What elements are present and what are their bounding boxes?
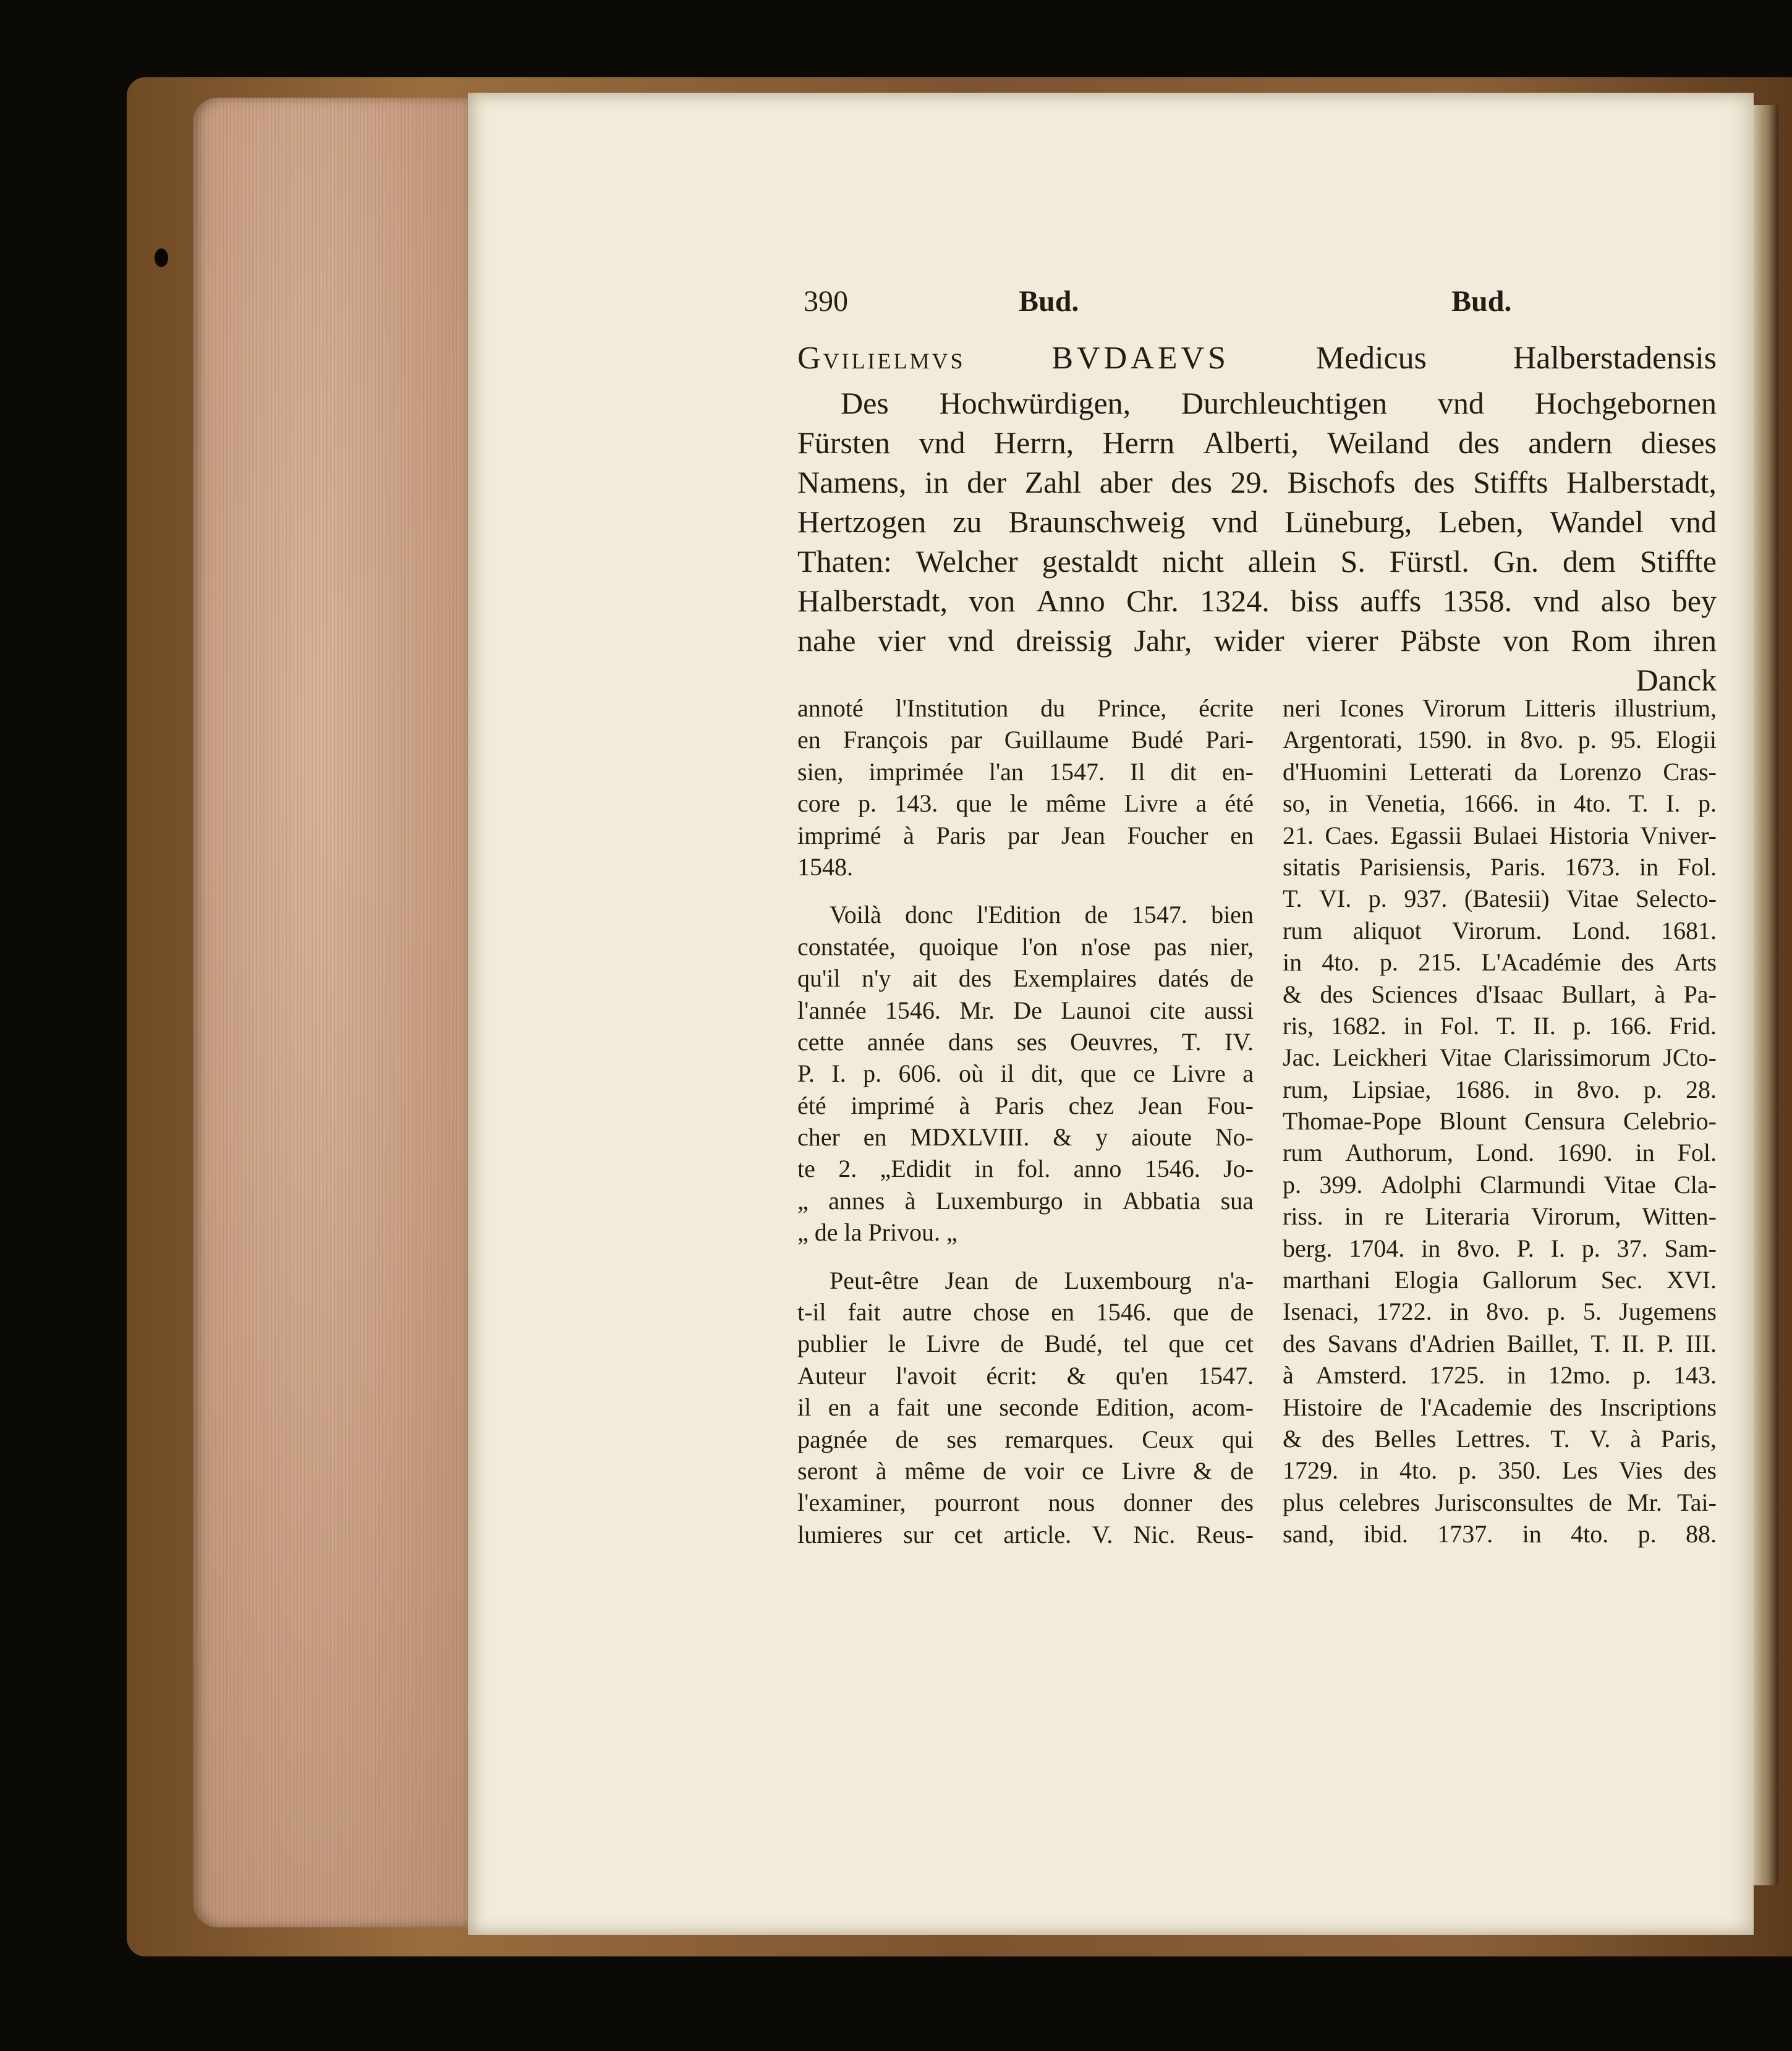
- right-column-line: Isenaci, 1722. in 8vo. p. 5. Jugemens: [1283, 1297, 1717, 1326]
- right-column-line: so, in Venetia, 1666. in 4to. T. I. p.: [1283, 789, 1717, 818]
- left-column-line: te 2. „Edidit in fol. anno 1546. Jo-: [797, 1155, 1254, 1183]
- right-column-line: rum, Lipsiae, 1686. in 8vo. p. 28.: [1283, 1075, 1717, 1103]
- left-column-line: cette année dans ses Oeuvres, T. IV.: [797, 1027, 1254, 1056]
- right-column-line: Jac. Leickheri Vitae Clarissimorum JCto-: [1283, 1043, 1717, 1072]
- paragraph-gap: [797, 1249, 1254, 1265]
- entry-title: [797, 339, 1717, 378]
- right-column-line: plus celebres Jurisconsultes de Mr. Tai-: [1283, 1488, 1717, 1516]
- right-column-line: Thomae-Pope Blount Censura Celebrio-: [1283, 1107, 1717, 1136]
- right-column-line: p. 399. Adolphi Clarmundi Vitae Cla-: [1283, 1170, 1717, 1199]
- left-column-line: été imprimé à Paris chez Jean Fou-: [797, 1091, 1254, 1119]
- left-column-line: annoté l'Institution du Prince, écrite: [797, 694, 1254, 722]
- running-head-left: Bud.: [1019, 285, 1079, 318]
- left-column-line: „ annes à Luxemburgo in Abbatia sua: [797, 1186, 1254, 1215]
- lead-line: Danck: [1636, 663, 1717, 697]
- right-column-line: marthani Elogia Gallorum Sec. XVI.: [1283, 1266, 1717, 1294]
- lead-line: Halberstadt, von Anno Chr. 1324. biss auffs 1358. vnd also bey: [797, 584, 1717, 618]
- left-column: [797, 692, 1254, 1550]
- left-column-line: Peut-être Jean de Luxembourg n'a-: [830, 1266, 1254, 1294]
- left-column-line: t-il fait autre chose en 1546. que de: [797, 1298, 1254, 1327]
- right-column-line: & des Belles Lettres. T. V. à Paris,: [1283, 1424, 1717, 1453]
- left-column-line: constatée, quoique l'on n'ose pas nier,: [797, 932, 1254, 961]
- right-column-line: rum Authorum, Lond. 1690. in Fol.: [1283, 1139, 1717, 1167]
- title-given-name: Gvilielmvs: [797, 341, 966, 376]
- left-column-line: pagnée de ses remarques. Ceux qui: [797, 1425, 1254, 1453]
- left-column-line: P. I. p. 606. où il dit, que ce Livre a: [797, 1059, 1254, 1088]
- right-column-line: Argentorati, 1590. in 8vo. p. 95. Elogii: [1283, 726, 1717, 754]
- left-column-line: il en a fait une seconde Edition, acom-: [797, 1393, 1254, 1422]
- cover-hole: [155, 248, 168, 267]
- lead-paragraph: [797, 383, 1717, 700]
- title-role: Medicus: [1315, 341, 1427, 376]
- lead-line: nahe vier vnd dreissig Jahr, wider vierer Päbste von Rom ihren: [797, 623, 1717, 658]
- left-column-line: Auteur l'avoit écrit: & qu'en 1547.: [797, 1361, 1254, 1390]
- left-column-line: 1548.: [797, 852, 853, 881]
- left-column-line: publier le Livre de Budé, tel que cet: [797, 1330, 1254, 1358]
- lead-line: Namens, in der Zahl aber des 29. Bischofs des Stiffts Halberstadt,: [797, 465, 1717, 499]
- right-column-line: rum aliquot Virorum. Lond. 1681.: [1283, 916, 1717, 945]
- left-column-line: lumieres sur cet article. V. Nic. Reus-: [797, 1520, 1254, 1548]
- right-column-line: d'Huomini Letterati da Lorenzo Cras-: [1283, 757, 1717, 786]
- right-column-line: 21. Caes. Egassii Bulaei Historia Vniver-: [1283, 821, 1717, 849]
- left-column-line: „ de la Privou. „: [797, 1218, 958, 1247]
- right-column-line: des Savans d'Adrien Baillet, T. II. P. III.: [1283, 1329, 1717, 1357]
- left-column-line: Voilà donc l'Edition de 1547. bien: [830, 901, 1254, 929]
- right-column: [1283, 692, 1717, 1550]
- lead-line: Fürsten vnd Herrn, Herrn Alberti, Weiland des andern dieses: [797, 425, 1717, 460]
- right-column-line: riss. in re Literaria Virorum, Witten-: [1283, 1202, 1717, 1231]
- facing-page-edge: [1754, 105, 1778, 1885]
- running-head-right: Bud.: [1451, 285, 1512, 318]
- paragraph-gap: [797, 883, 1254, 899]
- right-column-line: Histoire de l'Academie des Inscriptions: [1283, 1393, 1717, 1421]
- page-edges: [193, 98, 468, 1927]
- right-column-line: T. VI. p. 937. (Batesii) Vitae Selecto-: [1283, 885, 1717, 913]
- right-column-line: neri Icones Virorum Litteris illustrium,: [1283, 694, 1717, 722]
- right-column-line: & des Sciences d'Isaac Bullart, à Pa-: [1283, 980, 1717, 1008]
- lead-line: Des Hochwürdigen, Durchleuchtigen vnd Hochgebornen: [841, 386, 1717, 420]
- right-column-line: sitatis Parisiensis, Paris. 1673. in Fol.: [1283, 852, 1717, 881]
- right-column-line: in 4to. p. 215. L'Académie des Arts: [1283, 948, 1717, 977]
- left-column-line: cher en MDXLVIII. & y aioute No-: [797, 1123, 1254, 1152]
- right-column-line: sand, ibid. 1737. in 4to. p. 88.: [1283, 1520, 1717, 1548]
- left-column-line: qu'il n'y ait des Exemplaires datés de: [797, 964, 1254, 993]
- left-column-line: seront à même de voir ce Livre & de: [797, 1456, 1254, 1485]
- lead-line: Hertzogen zu Braunschweig vnd Lüneburg, Leben, Wandel vnd: [797, 504, 1717, 539]
- title-surname: BVDAEVS: [1051, 341, 1229, 376]
- page-number: 390: [804, 285, 848, 318]
- right-column-line: berg. 1704. in 8vo. P. I. p. 37. Sam-: [1283, 1234, 1717, 1262]
- right-column-line: à Amsterd. 1725. in 12mo. p. 143.: [1283, 1361, 1717, 1390]
- left-column-line: en François par Guillaume Budé Pari-: [797, 726, 1254, 754]
- left-column-line: l'examiner, pourront nous donner des: [797, 1488, 1254, 1517]
- right-column-line: ris, 1682. in Fol. T. II. p. 166. Frid.: [1283, 1011, 1717, 1040]
- right-column-line: 1729. in 4to. p. 350. Les Vies des: [1283, 1456, 1717, 1485]
- left-column-line: sien, imprimée l'an 1547. Il dit en-: [797, 757, 1254, 786]
- title-place: Halberstadensis: [1513, 341, 1717, 376]
- left-column-line: imprimé à Paris par Jean Foucher en: [797, 821, 1254, 849]
- lead-line: Thaten: Welcher gestaldt nicht allein S. Fürstl. Gn. dem Stiffte: [797, 544, 1717, 579]
- left-column-line: l'année 1546. Mr. De Launoi cite aussi: [797, 996, 1254, 1024]
- left-column-line: core p. 143. que le même Livre a été: [797, 789, 1254, 818]
